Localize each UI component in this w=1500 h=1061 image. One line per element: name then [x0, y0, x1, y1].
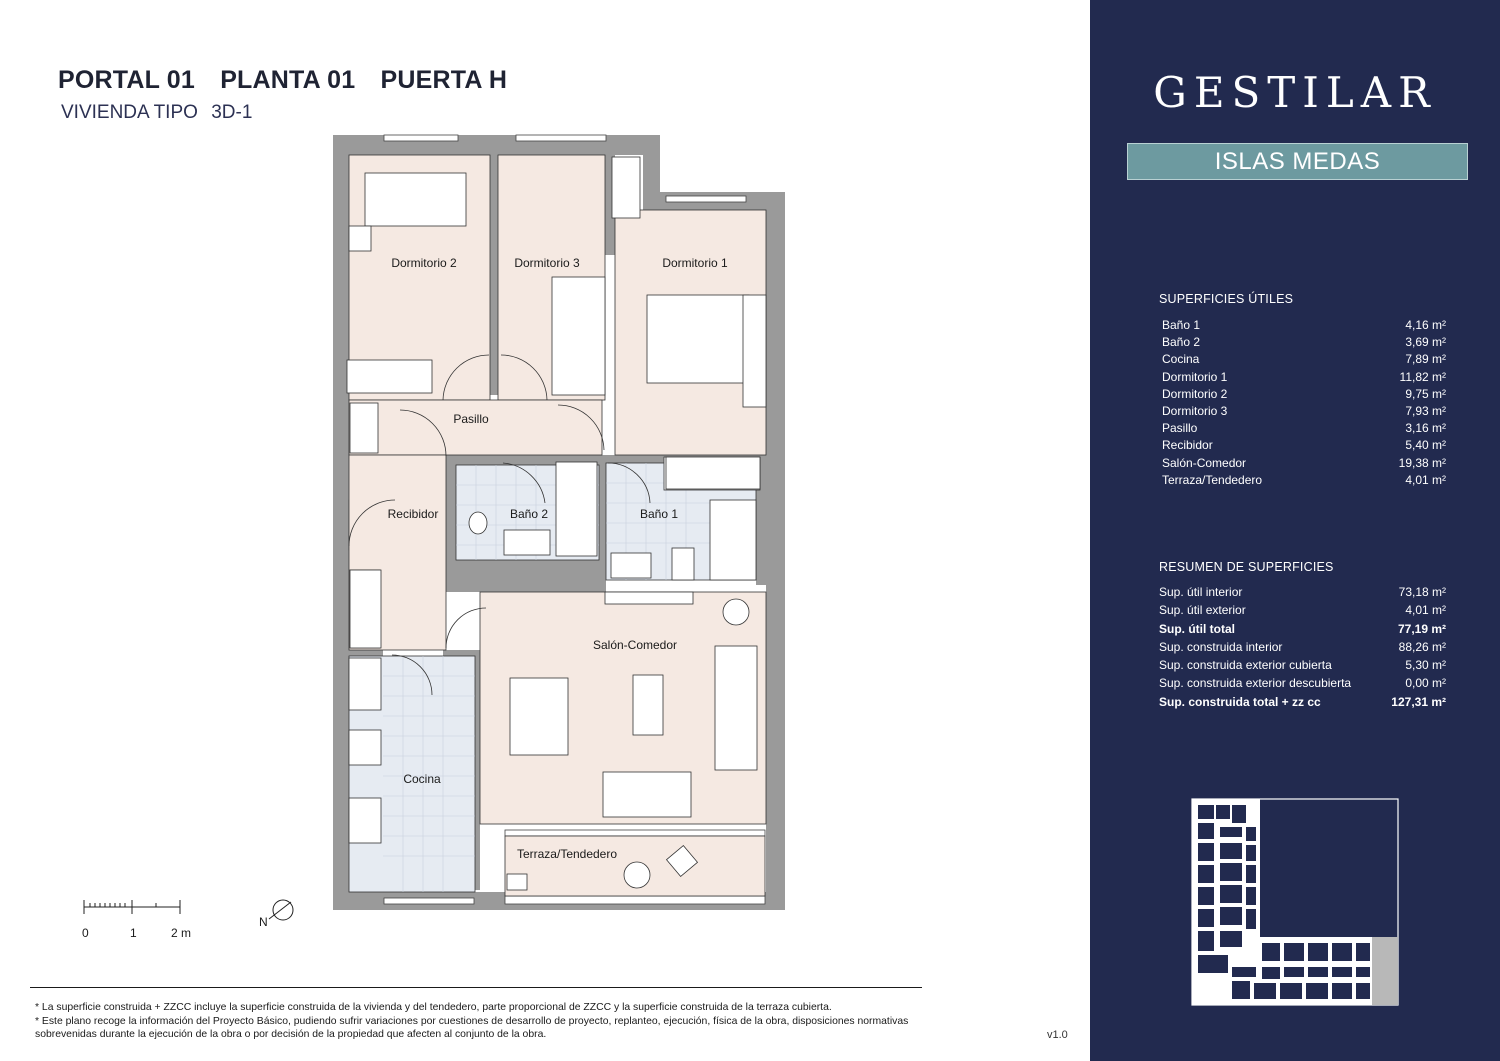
resumen-label: Sup. construida exterior descubierta	[1159, 676, 1352, 691]
superficie-value: 3,69 m²	[1405, 335, 1446, 350]
portal-label: PORTAL 01	[58, 66, 196, 94]
superficie-label: Salón-Comedor	[1162, 455, 1247, 470]
unit-type	[61, 102, 260, 124]
vivienda-tipo: 3D-1	[211, 102, 253, 123]
superficie-label: Pasillo	[1162, 421, 1198, 436]
superficie-value: 11,82 m²	[1399, 369, 1446, 384]
planta-label: PLANTA 01	[220, 66, 356, 94]
brand-logo: GESTILAR	[1153, 68, 1437, 117]
superficie-label: Dormitorio 1	[1162, 369, 1228, 384]
superficie-row	[1162, 472, 1446, 489]
resumen-row	[1159, 674, 1446, 692]
resumen-value: 77,19 m²	[1397, 621, 1446, 636]
resumen-row	[1159, 601, 1446, 619]
superficie-row	[1162, 351, 1446, 368]
scale-label-1: 1	[130, 926, 137, 940]
superficie-value: 3,16 m²	[1405, 421, 1446, 436]
room-cocina: Cocina	[403, 772, 441, 786]
scale-bar	[80, 895, 310, 945]
resumen-label: Sup. útil interior	[1159, 585, 1243, 599]
superficie-value: 4,16 m²	[1405, 318, 1446, 332]
superficie-value: 19,38 m²	[1398, 455, 1446, 470]
notes	[35, 1001, 915, 1042]
superficie-label: Baño 1	[1162, 318, 1201, 332]
scale-label-2: 2 m	[171, 926, 192, 940]
resumen-value: 0,00 m²	[1405, 676, 1446, 691]
superficie-row	[1162, 403, 1446, 420]
superficie-value: 7,93 m²	[1405, 403, 1446, 418]
room-recibidor: Recibidor	[387, 507, 439, 521]
superficie-value: 7,89 m²	[1405, 352, 1446, 367]
resumen-value: 5,30 m²	[1405, 658, 1446, 673]
room-dormitorio-1: Dormitorio 1	[662, 256, 728, 270]
superficies-utiles-table	[1162, 317, 1446, 489]
superficie-value: 5,40 m²	[1405, 438, 1446, 453]
room-terraza: Terraza/Tendedero	[516, 847, 618, 861]
vivienda-label: VIVIENDA TIPO	[61, 102, 198, 123]
resumen-value: 4,01 m²	[1405, 603, 1446, 618]
superficie-row	[1162, 420, 1446, 437]
floor-plan	[330, 130, 790, 915]
superficie-label: Dormitorio 2	[1162, 386, 1228, 401]
resumen-label: Sup. construida interior	[1159, 639, 1283, 654]
room-salon-comedor: Salón-Comedor	[592, 638, 678, 652]
resumen-row	[1159, 620, 1446, 638]
superficie-row	[1162, 455, 1446, 472]
superficie-value: 9,75 m²	[1405, 386, 1446, 401]
notes-divider	[30, 987, 922, 988]
scale-label-0: 0	[82, 926, 89, 940]
project-name: ISLAS MEDAS	[1127, 143, 1468, 180]
puerta-label: PUERTA H	[380, 66, 508, 94]
unit-header	[58, 66, 525, 95]
superficie-row	[1162, 317, 1446, 334]
resumen-row	[1159, 583, 1446, 601]
superficies-utiles-title: SUPERFICIES ÚTILES	[1159, 292, 1294, 306]
north-label: N	[259, 915, 268, 929]
superficie-row	[1162, 386, 1446, 403]
resumen-row	[1159, 638, 1446, 656]
superficie-value: 4,01 m²	[1405, 472, 1446, 487]
room-dormitorio-2: Dormitorio 2	[391, 256, 457, 270]
superficie-label: Cocina	[1162, 352, 1200, 367]
resumen-label: Sup. útil exterior	[1159, 603, 1246, 618]
note-2: * Este plano recoge la información del Proyecto Básico, pudiendo sufrir variaciones por cuestiones de desarrollo de proyecto, replanteo, ejecución, física de la obra, disposiciones normativas sobrevenidas durante la ejecución de la obra o por decisión de la propiedad que afecten al conjunto de la obra.	[35, 1015, 909, 1040]
resumen-value: 127,31 m²	[1391, 694, 1446, 709]
superficie-label: Recibidor	[1162, 438, 1213, 453]
resumen-value: 88,26 m²	[1398, 639, 1446, 654]
resumen-label: Sup. útil total	[1159, 621, 1235, 636]
resumen-label: Sup. construida exterior cubierta	[1159, 658, 1332, 673]
room-dormitorio-3: Dormitorio 3	[514, 256, 580, 270]
resumen-label: Sup. construida total + zz cc	[1159, 694, 1321, 709]
superficie-row	[1162, 334, 1446, 351]
superficie-label: Baño 2	[1162, 335, 1201, 350]
info-panel	[1090, 0, 1500, 1061]
superficie-row	[1162, 369, 1446, 386]
resumen-title: RESUMEN DE SUPERFICIES	[1159, 560, 1334, 574]
room-bano-2: Baño 2	[509, 507, 549, 521]
resumen-row	[1159, 693, 1446, 711]
resumen-value: 73,18 m²	[1398, 585, 1446, 599]
version-label: v1.0	[1047, 1029, 1068, 1041]
room-bano-1: Baño 1	[639, 507, 679, 521]
superficie-label: Terraza/Tendedero	[1162, 472, 1263, 487]
resumen-table	[1159, 583, 1446, 711]
superficie-row	[1162, 437, 1446, 454]
resumen-row	[1159, 656, 1446, 674]
key-plan	[1190, 797, 1400, 1007]
room-pasillo: Pasillo	[453, 412, 489, 426]
superficie-label: Dormitorio 3	[1162, 403, 1228, 418]
note-1: * La superficie construida + ZZCC incluye la superficie construida de la vivienda y del tendedero, parte proporcional de ZZCC y la superficie construida de la terraza cubierta.	[35, 1002, 832, 1013]
